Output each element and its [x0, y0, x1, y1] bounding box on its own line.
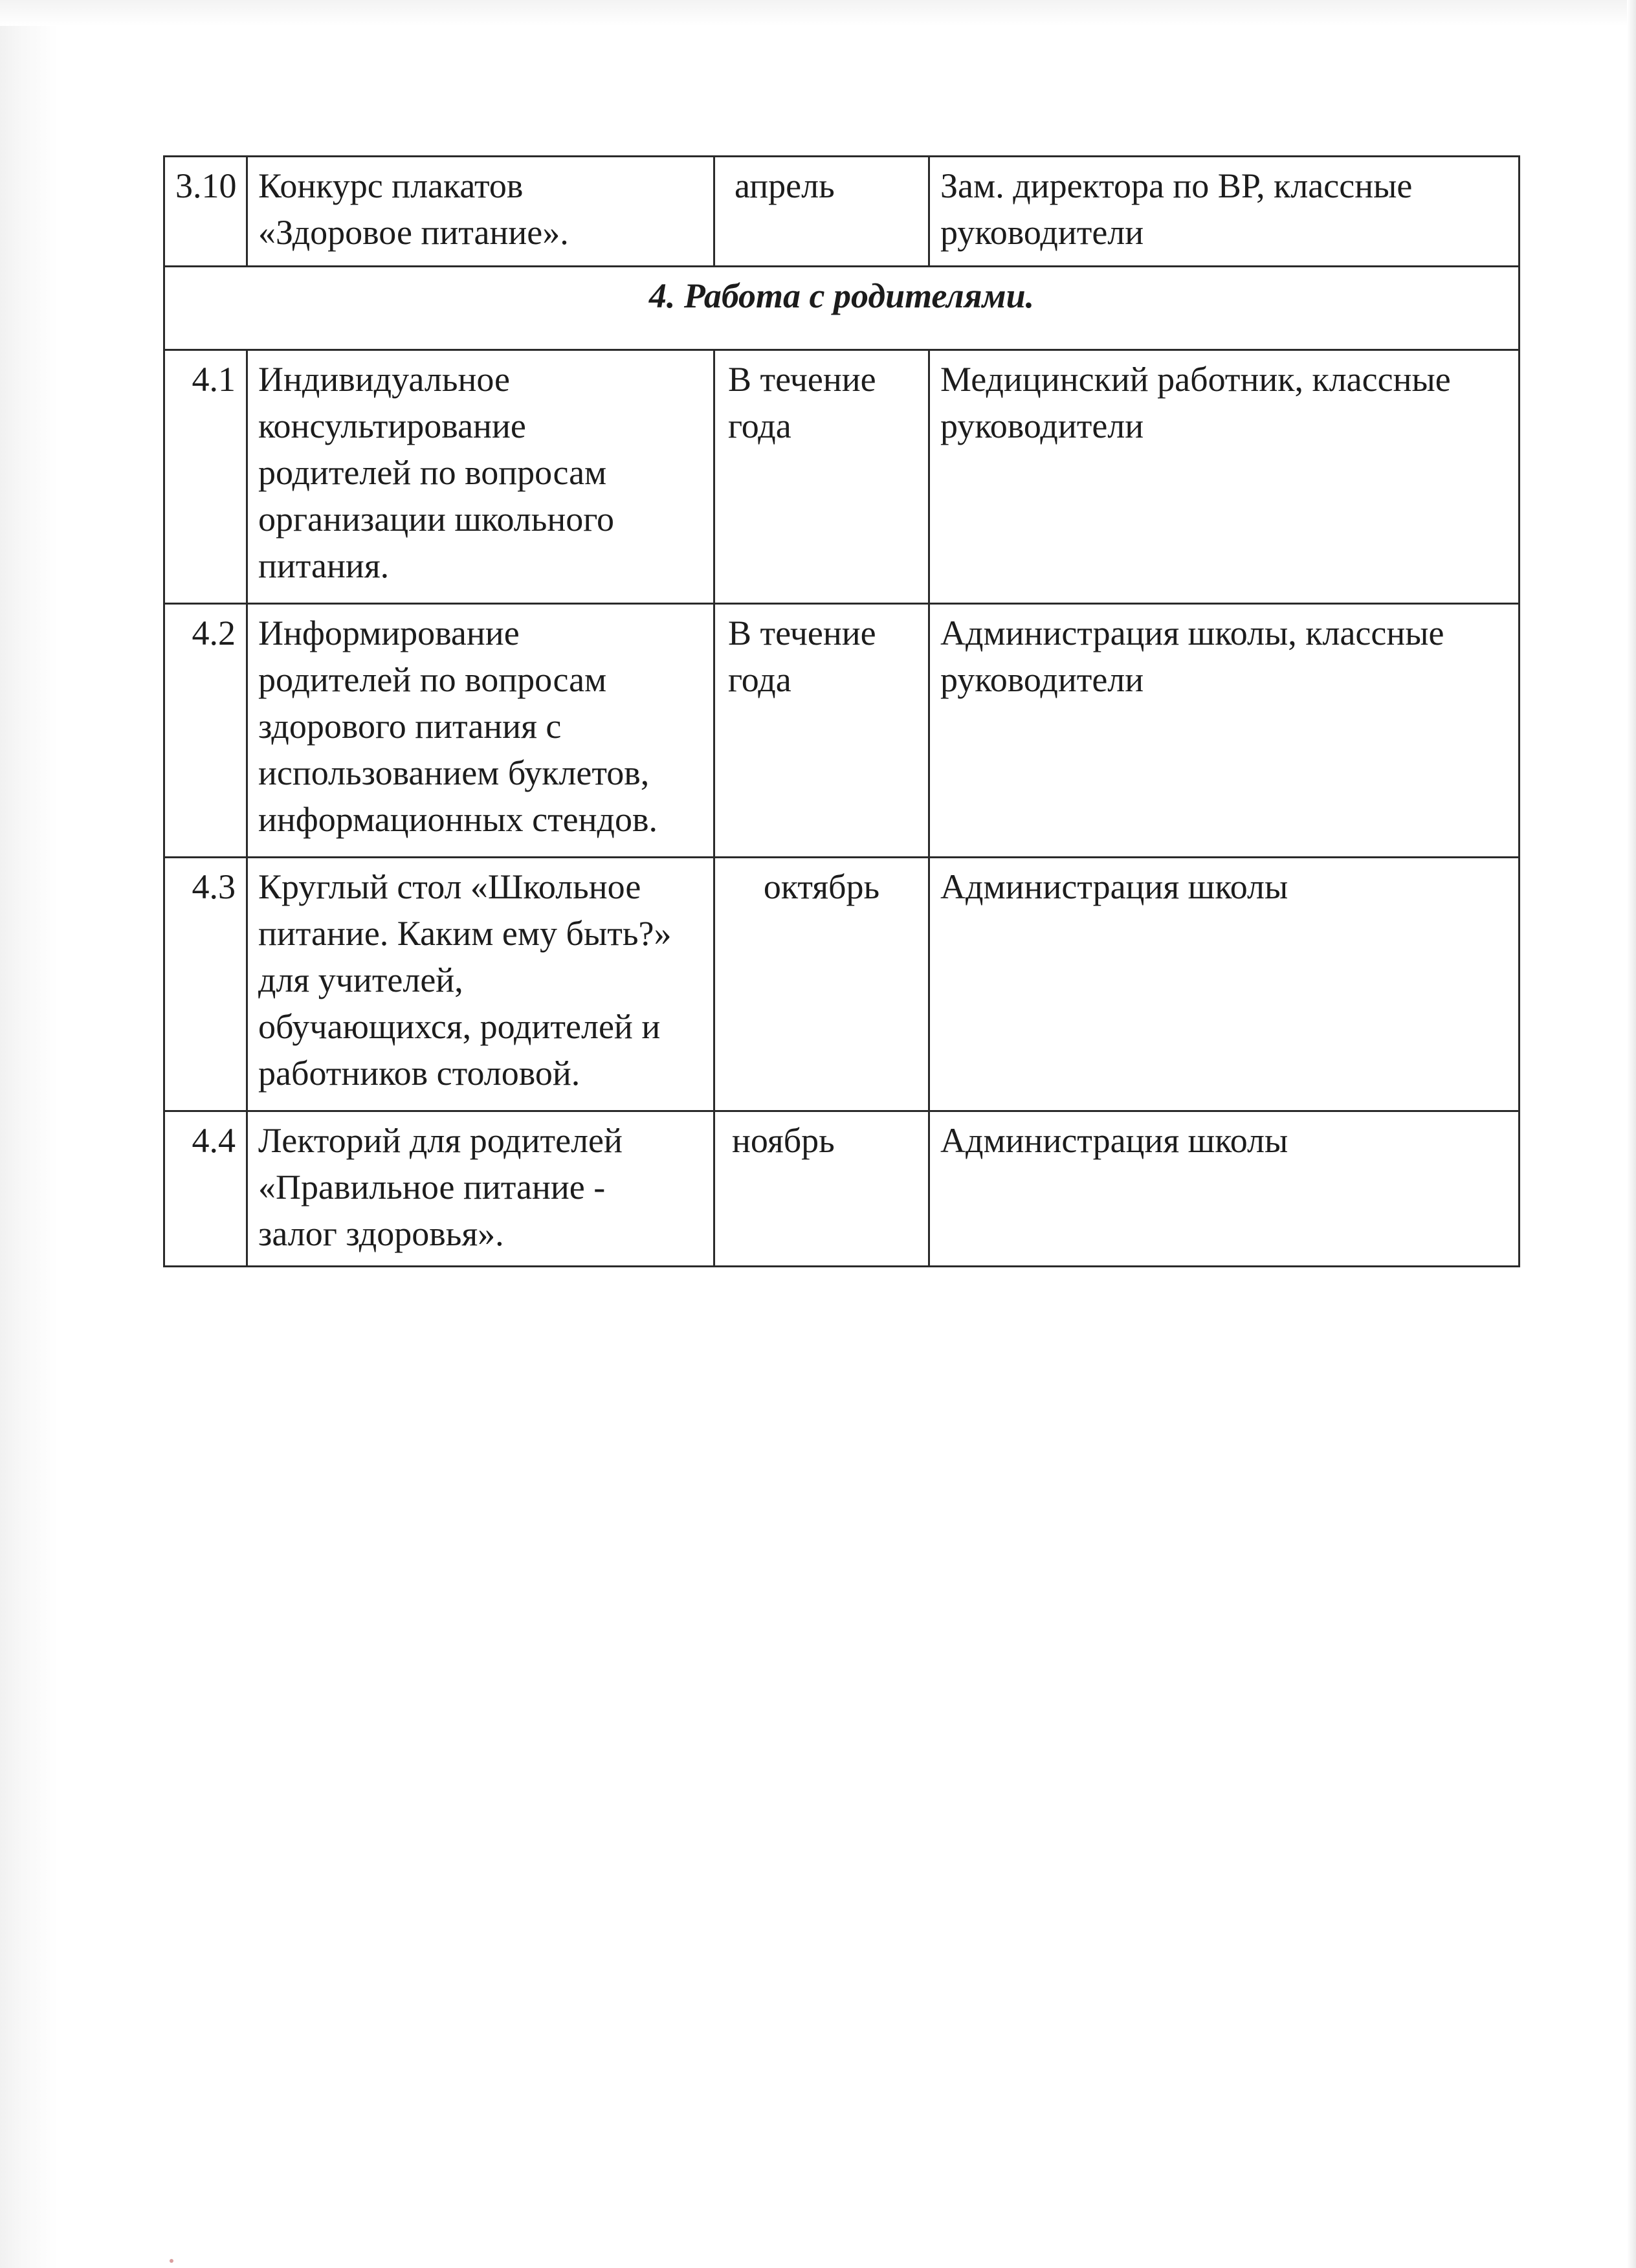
date-text: ноябрь [732, 1121, 835, 1160]
date-cell [714, 858, 929, 1111]
scan-speck [170, 2259, 173, 2263]
date-cell [714, 157, 929, 267]
section-header-row [164, 267, 1520, 350]
row-number: 4.4 [164, 1111, 247, 1267]
table-row [164, 858, 1520, 1111]
event-cell [247, 157, 714, 267]
event-cell [247, 350, 714, 604]
row-number: 4.3 [164, 858, 247, 1111]
event-text: Информирование родителей по вопросам здорового питания с использованием буклетов, информационных стендов. [258, 614, 658, 839]
responsible-cell [929, 604, 1520, 858]
event-text: Конкурс плакатов «Здоровое питание». [258, 166, 569, 252]
event-text: Лекторий для родителей «Правильное питание - залог здоровья». [258, 1121, 623, 1253]
date-cell [714, 1111, 929, 1267]
responsible-text: Зам. директора по ВР, классные руководители [940, 166, 1413, 252]
table-row [164, 604, 1520, 858]
row-number: 4.2 [164, 604, 247, 858]
row-number: 4.1 [164, 350, 247, 604]
table-row [164, 350, 1520, 604]
event-cell [247, 604, 714, 858]
responsible-text: Администрация школы [940, 867, 1288, 906]
scan-edge-right [1627, 0, 1636, 2268]
responsible-text: Администрация школы, классные руководители [940, 614, 1444, 699]
responsible-text: Медицинский работник, классные руководители [940, 360, 1451, 445]
date-cell [714, 350, 929, 604]
scan-edge-top [0, 0, 1636, 26]
date-text: В течение года [728, 360, 876, 445]
date-text: апрель [735, 166, 835, 205]
scan-edge-left [0, 0, 58, 2268]
event-cell [247, 1111, 714, 1267]
date-text: октябрь [763, 867, 880, 906]
responsible-cell [929, 1111, 1520, 1267]
event-text: Круглый стол «Школьное питание. Каким ему быть?» для учителей, обучающихся, родителей и работников столовой. [258, 867, 672, 1093]
responsible-text: Администрация школы [940, 1121, 1288, 1160]
event-cell [247, 858, 714, 1111]
table-row [164, 157, 1520, 267]
responsible-cell [929, 157, 1520, 267]
responsible-cell [929, 858, 1520, 1111]
responsible-cell [929, 350, 1520, 604]
activity-plan-table [163, 155, 1520, 1267]
table-row [164, 1111, 1520, 1267]
date-text: В течение года [728, 614, 876, 699]
date-cell [714, 604, 929, 858]
row-number: 3.10 [164, 157, 247, 267]
section-title: 4. Работа с родителями. [164, 267, 1520, 350]
event-text: Индивидуальное консультирование родителей по вопросам организации школьного питания. [258, 360, 615, 585]
